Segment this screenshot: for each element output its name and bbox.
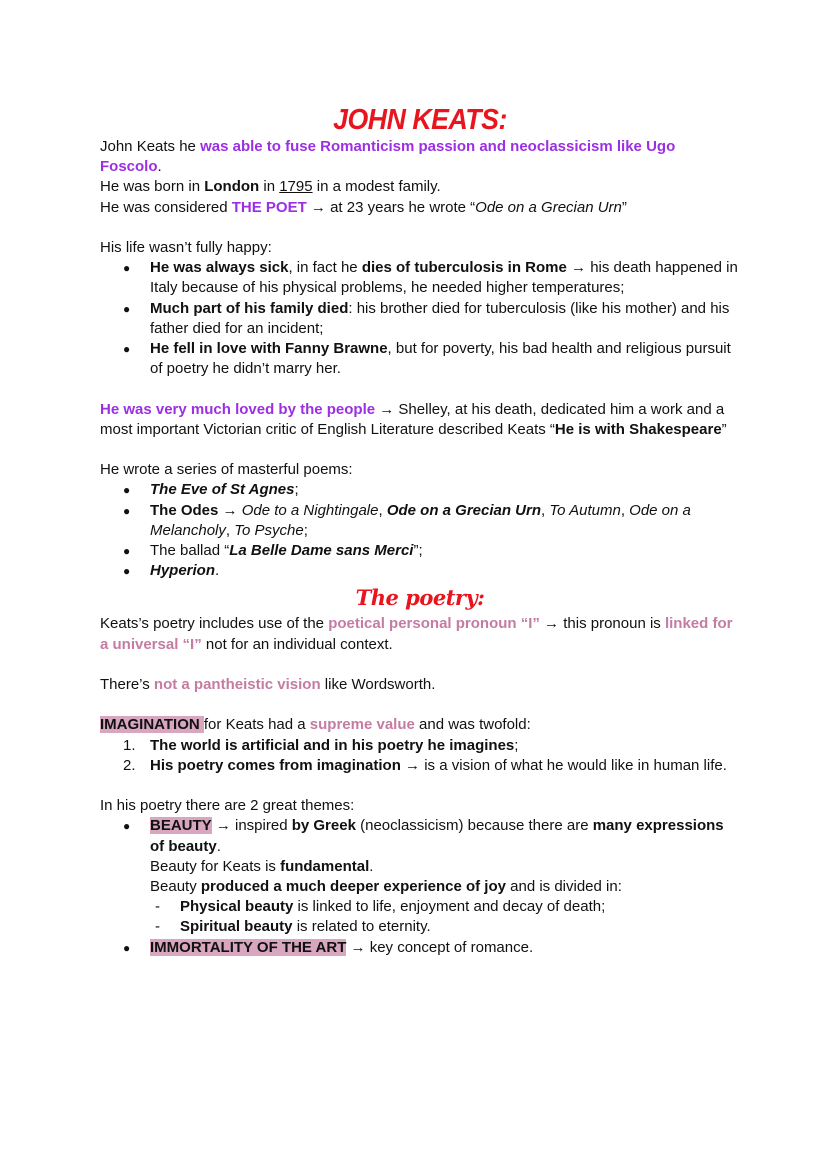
paragraph xyxy=(100,238,740,258)
emphasized-text: He was very much loved by the people xyxy=(100,400,376,418)
emphasized-text: His poetry comes from imagination xyxy=(150,756,401,774)
blank-line xyxy=(100,218,740,238)
list-continuation xyxy=(100,857,740,877)
emphasized-text: He fell in love with Fanny Brawne xyxy=(150,340,388,358)
text-run: → at 23 years he wrote “ xyxy=(306,198,476,216)
document-content xyxy=(100,103,740,958)
bullet-icon: ● xyxy=(123,503,131,518)
emphasized-text: The Eve of St Agnes xyxy=(150,481,295,499)
list-item xyxy=(100,339,740,379)
bullet-icon: ● xyxy=(123,544,131,559)
blank-line xyxy=(100,440,740,460)
text-run: for Keats had a xyxy=(203,716,310,734)
emphasized-text: not a pantheistic vision xyxy=(153,676,321,694)
document-title: JOHN KEATS: xyxy=(333,104,507,136)
emphasized-text: La Belle Dame sans Merci xyxy=(229,542,414,560)
text-run: : his brother died for tuberculosis (like his mother) and his father died for an incident; xyxy=(150,299,730,337)
text-run: His life wasn’t fully happy: xyxy=(100,239,272,256)
list-item xyxy=(100,299,740,339)
section-title-poetry: The poetry: xyxy=(355,585,485,611)
emphasized-text: He is with Shakespeare xyxy=(554,420,722,438)
highlighted-text: IMMORTALITY OF THE ART xyxy=(150,938,347,956)
emphasized-text: Much part of his family died xyxy=(150,299,349,317)
text-run: like Wordsworth. xyxy=(320,676,436,694)
list-item xyxy=(100,561,740,581)
bullet-icon: ● xyxy=(123,819,131,834)
emphasized-text: poetical personal pronoun “I” xyxy=(328,615,540,633)
emphasized-text: Ode on a Grecian Urn xyxy=(386,501,542,519)
text-run: in a modest family. xyxy=(312,178,441,196)
list-marker: 1. xyxy=(123,736,136,754)
emphasized-text: Ode on a Grecian Urn xyxy=(475,198,622,216)
text-run: . xyxy=(216,837,221,855)
paragraph xyxy=(100,137,740,177)
paragraph xyxy=(100,460,740,480)
paragraph xyxy=(100,715,740,735)
list-marker: - xyxy=(155,898,160,916)
bullet-icon: ● xyxy=(123,940,131,955)
emphasized-text: THE POET xyxy=(231,198,307,216)
text-run: . xyxy=(215,562,220,580)
list-item xyxy=(100,917,740,937)
biography-section xyxy=(100,137,740,581)
list-item xyxy=(100,897,740,917)
text-run: and is divided in: xyxy=(505,878,622,896)
text-run: is related to eternity. xyxy=(292,918,431,936)
emphasized-text: London xyxy=(204,178,260,196)
emphasized-text: 1795 xyxy=(279,178,313,196)
text-run: Beauty xyxy=(150,878,201,896)
text-run: , but for poverty, his bad health and religious pursuit of poetry he didn’t marry her. xyxy=(150,340,731,378)
text-run: ; xyxy=(294,481,299,499)
text-run: He wrote a series of masterful poems: xyxy=(100,461,353,479)
text-run: → inspired xyxy=(211,817,292,835)
list-item xyxy=(100,938,740,958)
blank-line xyxy=(100,695,740,715)
text-run: → Shelley, at his death, dedicated him a work and a most important Victorian critic of English Literature described Keats “ xyxy=(100,400,725,438)
text-run: John Keats he xyxy=(100,138,201,155)
text-run: is linked to life, enjoyment and decay of death; xyxy=(293,898,606,916)
list-continuation xyxy=(100,877,740,897)
emphasized-text: To Autumn xyxy=(549,501,621,519)
text-run: He was born in xyxy=(100,178,205,196)
emphasized-text: The Odes xyxy=(150,501,219,519)
bullet-icon: ● xyxy=(123,564,131,579)
bullet-icon: ● xyxy=(123,342,131,357)
list-marker: - xyxy=(155,918,160,936)
text-run: not for an individual context. xyxy=(201,635,393,653)
list-item xyxy=(100,816,740,856)
text-run: . xyxy=(369,857,374,875)
list-marker: 2. xyxy=(123,756,136,774)
emphasized-text: Ode to a Nightingale xyxy=(241,501,379,519)
text-run: ; xyxy=(514,736,519,754)
text-run: The ballad “ xyxy=(150,542,230,560)
paragraph xyxy=(100,198,740,218)
text-run: . xyxy=(157,158,162,176)
list-item xyxy=(100,541,740,561)
blank-line xyxy=(100,776,740,796)
highlighted-text: BEAUTY xyxy=(150,817,212,835)
emphasized-text: fundamental xyxy=(280,857,370,875)
emphasized-text: Physical beauty xyxy=(180,898,294,916)
text-run: → key concept of romance. xyxy=(346,938,534,956)
list-item xyxy=(100,736,740,756)
text-run: → this pronoun is xyxy=(539,615,665,633)
text-run: → his death happened in Italy because of his physical problems, he needed higher temperatures; xyxy=(150,259,738,297)
poetry-section xyxy=(100,614,740,957)
text-run: ” xyxy=(621,198,627,216)
bullet-icon: ● xyxy=(123,261,131,276)
emphasized-text: by Greek xyxy=(291,817,356,835)
emphasized-text: linked for a universal “I” xyxy=(100,615,733,653)
list-item xyxy=(100,480,740,500)
emphasized-text: He was always sick xyxy=(150,259,289,277)
paragraph xyxy=(100,614,740,654)
paragraph xyxy=(100,400,740,440)
highlighted-text: IMAGINATION xyxy=(100,716,204,734)
emphasized-text: Spiritual beauty xyxy=(180,918,293,936)
paragraph xyxy=(100,675,740,695)
blank-line xyxy=(100,379,740,399)
emphasized-text: produced a much deeper experience of joy xyxy=(200,878,506,896)
paragraph xyxy=(100,796,740,816)
emphasized-text: To Psyche xyxy=(234,521,304,539)
paragraph xyxy=(100,177,740,197)
text-run: In his poetry there are 2 great themes: xyxy=(100,797,355,815)
text-run: → is a vision of what he would like in human life. xyxy=(400,756,727,774)
text-run: , xyxy=(620,501,630,519)
text-run: He was considered xyxy=(100,198,232,216)
text-run: (neoclassicism) because there are xyxy=(355,817,593,835)
text-run: There’s xyxy=(100,676,154,694)
text-run: ” xyxy=(721,420,727,438)
text-run: , xyxy=(541,501,550,519)
blank-line xyxy=(100,655,740,675)
text-run: and was twofold: xyxy=(414,716,531,734)
emphasized-text: Hyperion xyxy=(150,562,216,580)
text-run: ”; xyxy=(413,542,423,560)
list-item xyxy=(100,501,740,541)
emphasized-text: The world is artificial and in his poetry he imagines xyxy=(150,736,515,754)
text-run: , in fact he xyxy=(288,259,362,277)
text-run: in xyxy=(259,178,280,196)
text-run: ; xyxy=(303,521,308,539)
text-run: → xyxy=(218,501,242,519)
emphasized-text: many expressions of beauty xyxy=(150,817,724,855)
list-item xyxy=(100,258,740,298)
bullet-icon: ● xyxy=(123,483,131,498)
text-run: Keats’s poetry includes use of the xyxy=(100,615,329,633)
text-run: , xyxy=(378,501,387,519)
emphasized-text: Ode on a Melancholy xyxy=(150,501,691,539)
list-item xyxy=(100,756,740,776)
text-run: , xyxy=(225,521,235,539)
emphasized-text: dies of tuberculosis in Rome xyxy=(361,259,567,277)
text-run: Beauty for Keats is xyxy=(150,857,281,875)
emphasized-text: supreme value xyxy=(309,716,415,734)
emphasized-text: was able to fuse Romanticism passion and neoclassicism like Ugo Foscolo xyxy=(100,138,676,176)
bullet-icon: ● xyxy=(123,301,131,316)
